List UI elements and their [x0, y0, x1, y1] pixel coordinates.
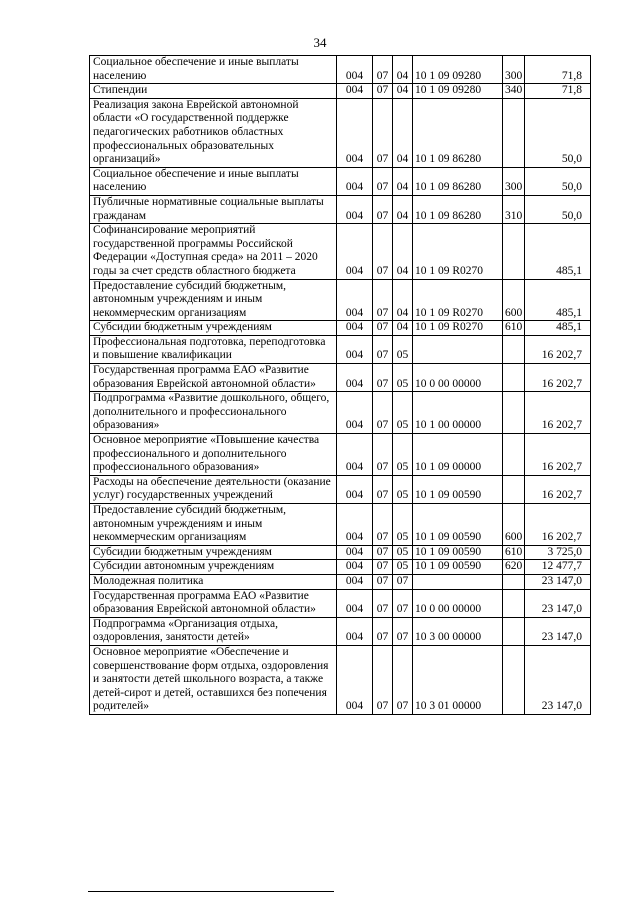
row-name: Предоставление субсидий бюджетным, автономным учреждениям и иным некоммерческим организациям [90, 504, 337, 546]
row-name: Софинансирование мероприятий государственной программы Российской Федерации «Доступная среда» на 2011 – 2020 годы за счет средств областного бюджета [90, 224, 337, 279]
ved-code: 004 [337, 475, 373, 503]
expense-type-code [503, 392, 525, 434]
target-article-code: 10 1 09 R0270 [413, 279, 503, 321]
target-article-code: 10 1 09 00000 [413, 434, 503, 476]
target-article-code: 10 1 09 86280 [413, 195, 503, 223]
ved-code: 004 [337, 434, 373, 476]
section-code: 07 [373, 224, 393, 279]
footer-rule [88, 891, 334, 892]
row-name: Государственная программа ЕАО «Развитие образования Еврейской автономной области» [90, 589, 337, 617]
amount: 16 202,7 [525, 392, 591, 434]
row-name: Основное мероприятие «Обеспечение и совершенствование форм отдыха, оздоровления и занятости детей школьного возраста, а также детей-сирот и детей, оставшихся без попечения родителей» [90, 645, 337, 714]
amount: 23 147,0 [525, 574, 591, 589]
section-code: 07 [373, 167, 393, 195]
expense-type-code: 600 [503, 504, 525, 546]
target-article-code: 10 0 00 00000 [413, 364, 503, 392]
row-name: Реализация закона Еврейской автономной области «О государственной поддержке педагогических работников областных профессиональных образовательных организаций» [90, 98, 337, 167]
subsection-code: 04 [393, 321, 413, 336]
ved-code: 004 [337, 195, 373, 223]
row-name: Субсидии автономным учреждениям [90, 560, 337, 575]
amount: 3 725,0 [525, 545, 591, 560]
expense-type-code [503, 224, 525, 279]
table-row [90, 56, 591, 84]
expense-type-code [503, 98, 525, 167]
amount: 71,8 [525, 84, 591, 99]
ved-code: 004 [337, 56, 373, 84]
row-name: Социальное обеспечение и иные выплаты населению [90, 167, 337, 195]
amount: 16 202,7 [525, 364, 591, 392]
target-article-code: 10 3 00 00000 [413, 617, 503, 645]
subsection-code: 05 [393, 545, 413, 560]
table-row [90, 167, 591, 195]
subsection-code: 04 [393, 98, 413, 167]
subsection-code: 07 [393, 589, 413, 617]
ved-code: 004 [337, 589, 373, 617]
ved-code: 004 [337, 545, 373, 560]
ved-code: 004 [337, 84, 373, 99]
ved-code: 004 [337, 504, 373, 546]
expense-type-code [503, 589, 525, 617]
table-row [90, 560, 591, 575]
table-row [90, 434, 591, 476]
expense-type-code [503, 335, 525, 363]
subsection-code: 07 [393, 617, 413, 645]
ved-code: 004 [337, 645, 373, 714]
amount: 16 202,7 [525, 504, 591, 546]
section-code: 07 [373, 545, 393, 560]
table-row [90, 574, 591, 589]
target-article-code: 10 1 09 86280 [413, 167, 503, 195]
target-article-code [413, 574, 503, 589]
row-name: Субсидии бюджетным учреждениям [90, 545, 337, 560]
row-name: Государственная программа ЕАО «Развитие образования Еврейской автономной области» [90, 364, 337, 392]
section-code: 07 [373, 364, 393, 392]
table-row [90, 224, 591, 279]
ved-code: 004 [337, 321, 373, 336]
target-article-code: 10 1 09 R0270 [413, 321, 503, 336]
amount: 485,1 [525, 224, 591, 279]
subsection-code: 04 [393, 279, 413, 321]
expense-type-code: 300 [503, 56, 525, 84]
target-article-code: 10 1 09 00590 [413, 545, 503, 560]
table-row [90, 504, 591, 546]
section-code: 07 [373, 56, 393, 84]
subsection-code: 05 [393, 434, 413, 476]
expense-type-code [503, 475, 525, 503]
amount: 23 147,0 [525, 617, 591, 645]
target-article-code: 10 1 00 00000 [413, 392, 503, 434]
subsection-code: 05 [393, 364, 413, 392]
amount: 16 202,7 [525, 434, 591, 476]
subsection-code: 04 [393, 84, 413, 99]
expense-type-code [503, 364, 525, 392]
expense-type-code [503, 434, 525, 476]
expense-type-code: 610 [503, 545, 525, 560]
row-name: Подпрограмма «Организация отдыха, оздоровления, занятости детей» [90, 617, 337, 645]
table-row [90, 195, 591, 223]
section-code: 07 [373, 589, 393, 617]
amount: 23 147,0 [525, 645, 591, 714]
page-number: 34 [313, 35, 327, 50]
table-row [90, 392, 591, 434]
table-row [90, 589, 591, 617]
section-code: 07 [373, 195, 393, 223]
section-code: 07 [373, 504, 393, 546]
table-row [90, 545, 591, 560]
table-row [90, 645, 591, 714]
target-article-code [413, 335, 503, 363]
subsection-code: 07 [393, 574, 413, 589]
table-row [90, 335, 591, 363]
section-code: 07 [373, 617, 393, 645]
target-article-code: 10 3 01 00000 [413, 645, 503, 714]
expense-type-code: 310 [503, 195, 525, 223]
expense-type-code: 610 [503, 321, 525, 336]
expense-type-code [503, 645, 525, 714]
expense-type-code: 300 [503, 167, 525, 195]
row-name: Стипендии [90, 84, 337, 99]
row-name: Субсидии бюджетным учреждениям [90, 321, 337, 336]
table-row [90, 84, 591, 99]
expense-type-code [503, 574, 525, 589]
section-code: 07 [373, 98, 393, 167]
amount: 16 202,7 [525, 475, 591, 503]
section-code: 07 [373, 84, 393, 99]
subsection-code: 04 [393, 224, 413, 279]
subsection-code: 04 [393, 56, 413, 84]
subsection-code: 05 [393, 560, 413, 575]
table-row [90, 321, 591, 336]
section-code: 07 [373, 560, 393, 575]
ved-code: 004 [337, 98, 373, 167]
section-code: 07 [373, 574, 393, 589]
expense-type-code [503, 617, 525, 645]
ved-code: 004 [337, 167, 373, 195]
row-name: Публичные нормативные социальные выплаты гражданам [90, 195, 337, 223]
row-name: Предоставление субсидий бюджетным, автономным учреждениям и иным некоммерческим организациям [90, 279, 337, 321]
section-code: 07 [373, 335, 393, 363]
ved-code: 004 [337, 335, 373, 363]
budget-table [89, 55, 591, 715]
ved-code: 004 [337, 560, 373, 575]
table-row [90, 475, 591, 503]
subsection-code: 05 [393, 475, 413, 503]
target-article-code: 10 1 09 09280 [413, 84, 503, 99]
table-row [90, 98, 591, 167]
table-row [90, 279, 591, 321]
section-code: 07 [373, 321, 393, 336]
table-row [90, 617, 591, 645]
subsection-code: 04 [393, 167, 413, 195]
expense-type-code: 340 [503, 84, 525, 99]
section-code: 07 [373, 279, 393, 321]
amount: 16 202,7 [525, 335, 591, 363]
subsection-code: 04 [393, 195, 413, 223]
table-row [90, 364, 591, 392]
ved-code: 004 [337, 617, 373, 645]
row-name: Социальное обеспечение и иные выплаты населению [90, 56, 337, 84]
expense-type-code: 600 [503, 279, 525, 321]
amount: 50,0 [525, 167, 591, 195]
target-article-code: 10 1 09 00590 [413, 560, 503, 575]
target-article-code: 10 1 09 R0270 [413, 224, 503, 279]
section-code: 07 [373, 434, 393, 476]
subsection-code: 07 [393, 645, 413, 714]
target-article-code: 10 0 00 00000 [413, 589, 503, 617]
row-name: Молодежная политика [90, 574, 337, 589]
target-article-code: 10 1 09 00590 [413, 504, 503, 546]
ved-code: 004 [337, 224, 373, 279]
amount: 12 477,7 [525, 560, 591, 575]
amount: 50,0 [525, 195, 591, 223]
row-name: Основное мероприятие «Повышение качества профессионального и дополнительного профессионального образования» [90, 434, 337, 476]
amount: 50,0 [525, 98, 591, 167]
ved-code: 004 [337, 279, 373, 321]
ved-code: 004 [337, 574, 373, 589]
section-code: 07 [373, 392, 393, 434]
ved-code: 004 [337, 364, 373, 392]
target-article-code: 10 1 09 09280 [413, 56, 503, 84]
target-article-code: 10 1 09 86280 [413, 98, 503, 167]
row-name: Расходы на обеспечение деятельности (оказание услуг) государственных учреждений [90, 475, 337, 503]
row-name: Профессиональная подготовка, переподготовка и повышение квалификации [90, 335, 337, 363]
row-name: Подпрограмма «Развитие дошкольного, общего, дополнительного и профессионального образования» [90, 392, 337, 434]
expense-type-code: 620 [503, 560, 525, 575]
amount: 485,1 [525, 279, 591, 321]
amount: 485,1 [525, 321, 591, 336]
target-article-code: 10 1 09 00590 [413, 475, 503, 503]
amount: 23 147,0 [525, 589, 591, 617]
section-code: 07 [373, 475, 393, 503]
amount: 71,8 [525, 56, 591, 84]
subsection-code: 05 [393, 504, 413, 546]
subsection-code: 05 [393, 392, 413, 434]
ved-code: 004 [337, 392, 373, 434]
subsection-code: 05 [393, 335, 413, 363]
section-code: 07 [373, 645, 393, 714]
